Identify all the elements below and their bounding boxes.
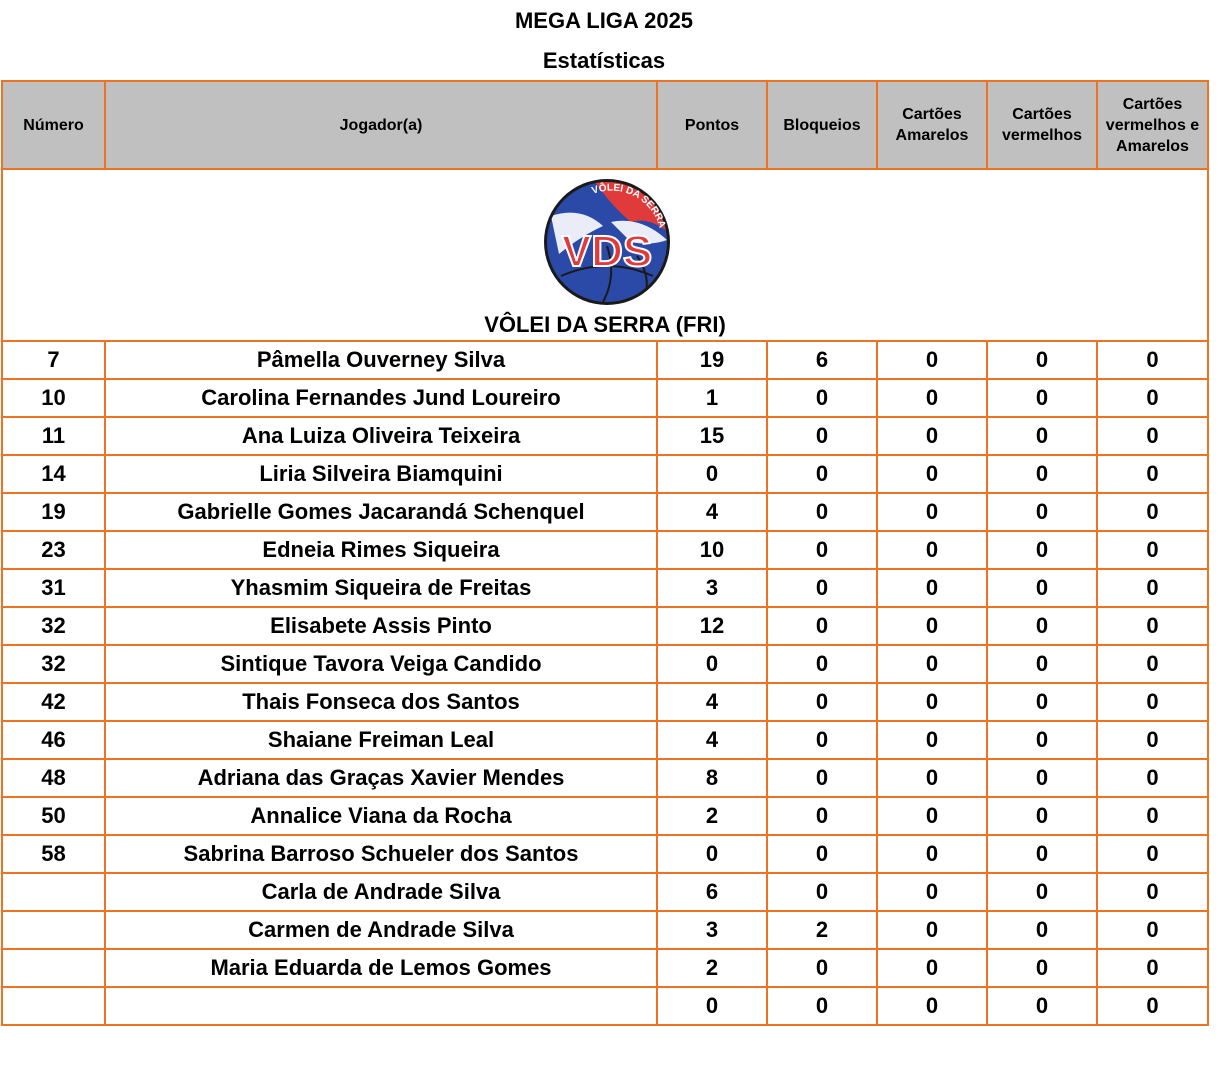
table-row [2,949,1208,987]
cell-pontos: 10 [657,531,767,569]
cell-pontos: 4 [657,493,767,531]
cell-jogador: Liria Silveira Biamquini [105,455,657,493]
cell-bloqueios: 0 [767,683,877,721]
cell-numero: 50 [2,797,105,835]
cell-cartoes-verm-amar: 0 [1097,531,1208,569]
cell-pontos: 6 [657,873,767,911]
cell-jogador: Edneia Rimes Siqueira [105,531,657,569]
cell-cartoes-verm-amar: 0 [1097,911,1208,949]
cell-cartoes-amarelos: 0 [877,949,987,987]
cell-cartoes-amarelos: 0 [877,379,987,417]
cell-cartoes-verm-amar: 0 [1097,949,1208,987]
cell-cartoes-verm-amar: 0 [1097,721,1208,759]
cell-cartoes-vermelhos: 0 [987,531,1097,569]
cell-bloqueios: 0 [767,493,877,531]
cell-cartoes-vermelhos: 0 [987,873,1097,911]
cell-cartoes-verm-amar: 0 [1097,645,1208,683]
cell-numero [2,949,105,987]
cell-bloqueios: 0 [767,949,877,987]
cell-cartoes-verm-amar: 0 [1097,493,1208,531]
stats-table [1,80,1209,1026]
cell-cartoes-verm-amar: 0 [1097,683,1208,721]
table-row [2,797,1208,835]
page-title: MEGA LIGA 2025 [514,8,694,33]
cell-numero: 19 [2,493,105,531]
cell-cartoes-verm-amar: 0 [1097,341,1208,379]
cell-cartoes-amarelos: 0 [877,759,987,797]
cell-jogador: Gabrielle Gomes Jacarandá Schenquel [105,493,657,531]
cell-bloqueios: 0 [767,645,877,683]
cell-pontos: 0 [657,645,767,683]
cell-pontos: 3 [657,569,767,607]
cell-cartoes-vermelhos: 0 [987,949,1097,987]
cell-numero: 23 [2,531,105,569]
cell-cartoes-verm-amar: 0 [1097,835,1208,873]
table-row [2,759,1208,797]
col-header-cartoes-amarelos: Cartões Amarelos [877,81,987,169]
cell-jogador: Carla de Andrade Silva [105,873,657,911]
cell-numero [2,987,105,1025]
cell-cartoes-verm-amar: 0 [1097,873,1208,911]
cell-cartoes-amarelos: 0 [877,341,987,379]
cell-cartoes-verm-amar: 0 [1097,417,1208,455]
cell-cartoes-amarelos: 0 [877,417,987,455]
cell-cartoes-vermelhos: 0 [987,797,1097,835]
cell-cartoes-vermelhos: 0 [987,645,1097,683]
cell-cartoes-amarelos: 0 [877,645,987,683]
cell-cartoes-amarelos: 0 [877,493,987,531]
cell-cartoes-amarelos: 0 [877,911,987,949]
table-row [2,379,1208,417]
cell-numero: 11 [2,417,105,455]
cell-pontos: 0 [657,455,767,493]
cell-jogador: Annalice Viana da Rocha [105,797,657,835]
cell-numero: 42 [2,683,105,721]
cell-cartoes-amarelos: 0 [877,873,987,911]
table-row [2,607,1208,645]
vds-logo-icon [541,176,673,308]
col-header-jogador: Jogador(a) [105,81,657,169]
cell-cartoes-vermelhos: 0 [987,417,1097,455]
cell-cartoes-amarelos: 0 [877,835,987,873]
cell-bloqueios: 0 [767,607,877,645]
cell-pontos: 2 [657,797,767,835]
team-name: VÔLEI DA SERRA (FRI) [484,312,726,337]
cell-bloqueios: 0 [767,569,877,607]
cell-cartoes-amarelos: 0 [877,455,987,493]
cell-cartoes-amarelos: 0 [877,683,987,721]
cell-cartoes-vermelhos: 0 [987,569,1097,607]
cell-cartoes-verm-amar: 0 [1097,987,1208,1025]
page-subtitle: Estatísticas [542,48,666,73]
cell-pontos: 4 [657,721,767,759]
cell-cartoes-verm-amar: 0 [1097,797,1208,835]
cell-numero: 31 [2,569,105,607]
cell-bloqueios: 0 [767,531,877,569]
cell-bloqueios: 0 [767,721,877,759]
cell-pontos: 15 [657,417,767,455]
cell-cartoes-verm-amar: 0 [1097,379,1208,417]
team-logo [541,176,673,308]
cell-jogador: Elisabete Assis Pinto [105,607,657,645]
cell-cartoes-vermelhos: 0 [987,607,1097,645]
cell-cartoes-vermelhos: 0 [987,683,1097,721]
cell-pontos: 1 [657,379,767,417]
cell-pontos: 3 [657,911,767,949]
cell-pontos: 0 [657,987,767,1025]
cell-numero [2,873,105,911]
col-header-numero: Número [2,81,105,169]
cell-cartoes-vermelhos: 0 [987,493,1097,531]
table-row [2,911,1208,949]
col-header-cartoes-vermelhos: Cartões vermelhos [987,81,1097,169]
cell-cartoes-verm-amar: 0 [1097,455,1208,493]
cell-pontos: 4 [657,683,767,721]
cell-cartoes-amarelos: 0 [877,987,987,1025]
cell-bloqueios: 0 [767,417,877,455]
cell-jogador: Pâmella Ouverney Silva [105,341,657,379]
cell-jogador: Yhasmim Siqueira de Freitas [105,569,657,607]
cell-numero: 14 [2,455,105,493]
table-row [2,683,1208,721]
table-row [2,341,1208,379]
cell-jogador: Thais Fonseca dos Santos [105,683,657,721]
cell-cartoes-amarelos: 0 [877,721,987,759]
cell-pontos: 8 [657,759,767,797]
logo-letters: VDS [561,227,653,276]
cell-pontos: 19 [657,341,767,379]
cell-cartoes-verm-amar: 0 [1097,569,1208,607]
cell-numero: 10 [2,379,105,417]
cell-cartoes-vermelhos: 0 [987,721,1097,759]
table-row [2,987,1208,1025]
cell-cartoes-amarelos: 0 [877,797,987,835]
team-cell [2,169,1208,341]
cell-pontos: 12 [657,607,767,645]
table-row [2,645,1208,683]
cell-cartoes-amarelos: 0 [877,569,987,607]
cell-jogador: Shaiane Freiman Leal [105,721,657,759]
header-row [2,81,1208,169]
cell-jogador: Maria Eduarda de Lemos Gomes [105,949,657,987]
cell-bloqueios: 0 [767,797,877,835]
cell-numero [2,911,105,949]
table-row [2,531,1208,569]
cell-cartoes-amarelos: 0 [877,607,987,645]
cell-numero: 46 [2,721,105,759]
team-row [2,169,1208,341]
cell-numero: 32 [2,607,105,645]
cell-jogador [105,987,657,1025]
cell-cartoes-vermelhos: 0 [987,987,1097,1025]
cell-numero: 48 [2,759,105,797]
col-header-bloqueios: Bloqueios [767,81,877,169]
cell-cartoes-vermelhos: 0 [987,759,1097,797]
table-row [2,455,1208,493]
table-row [2,569,1208,607]
cell-bloqueios: 2 [767,911,877,949]
cell-cartoes-verm-amar: 0 [1097,759,1208,797]
cell-cartoes-vermelhos: 0 [987,911,1097,949]
cell-numero: 58 [2,835,105,873]
cell-jogador: Sabrina Barroso Schueler dos Santos [105,835,657,873]
cell-cartoes-vermelhos: 0 [987,835,1097,873]
cell-jogador: Carolina Fernandes Jund Loureiro [105,379,657,417]
table-row [2,493,1208,531]
cell-jogador: Carmen de Andrade Silva [105,911,657,949]
cell-jogador: Ana Luiza Oliveira Teixeira [105,417,657,455]
cell-bloqueios: 0 [767,835,877,873]
col-header-cartoes-verm-amar: Cartões vermelhos e Amarelos [1097,81,1208,169]
cell-bloqueios: 0 [767,379,877,417]
cell-numero: 7 [2,341,105,379]
cell-bloqueios: 0 [767,873,877,911]
cell-bloqueios: 0 [767,455,877,493]
table-body [2,341,1208,1025]
cell-pontos: 2 [657,949,767,987]
cell-cartoes-vermelhos: 0 [987,455,1097,493]
table-row [2,835,1208,873]
cell-jogador: Adriana das Graças Xavier Mendes [105,759,657,797]
table-row [2,721,1208,759]
cell-bloqueios: 0 [767,987,877,1025]
logo-arc-text: VÔLEI DA SERRA [590,182,668,230]
table-row [2,417,1208,455]
cell-pontos: 0 [657,835,767,873]
table-row [2,873,1208,911]
cell-bloqueios: 6 [767,341,877,379]
cell-cartoes-amarelos: 0 [877,531,987,569]
cell-cartoes-vermelhos: 0 [987,341,1097,379]
cell-jogador: Sintique Tavora Veiga Candido [105,645,657,683]
cell-cartoes-vermelhos: 0 [987,379,1097,417]
cell-bloqueios: 0 [767,759,877,797]
cell-cartoes-verm-amar: 0 [1097,607,1208,645]
cell-numero: 32 [2,645,105,683]
col-header-pontos: Pontos [657,81,767,169]
